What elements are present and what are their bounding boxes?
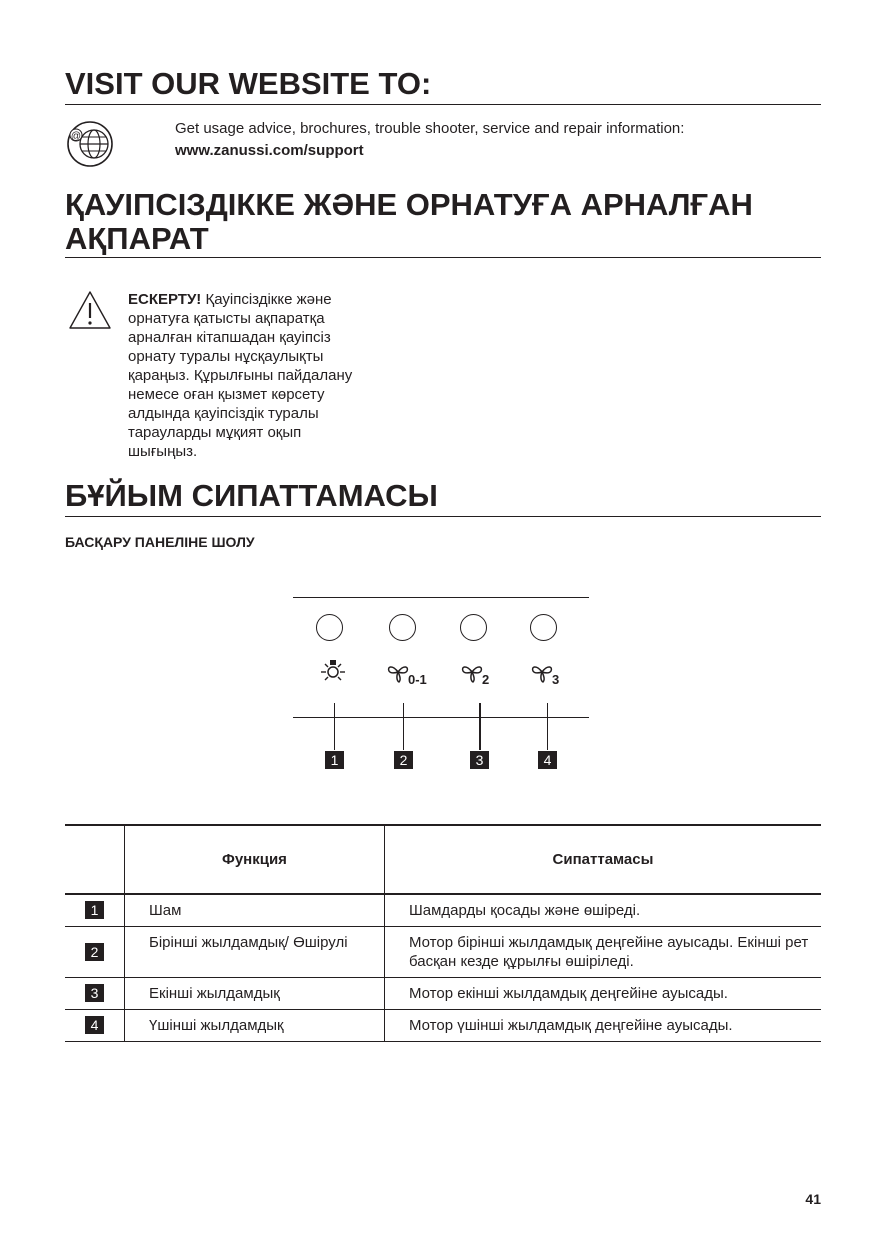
product-description-heading: БҰЙЫМ СИПАТТАМАСЫ <box>65 478 438 513</box>
table-header <box>65 825 125 894</box>
callout-number: 2 <box>394 751 413 769</box>
warning-triangle-icon <box>68 290 112 330</box>
warning-text <box>128 290 390 461</box>
heading-rule <box>65 104 821 105</box>
table-row <box>65 894 821 927</box>
fan-icon <box>530 660 554 684</box>
leader-line <box>403 703 404 750</box>
fan-speed-label: 2 <box>482 672 490 687</box>
lamp-icon <box>318 657 348 687</box>
warning-line: қараңыз. Құрылғыны пайдалану <box>128 367 353 384</box>
row-number-cell <box>65 978 125 1010</box>
row-number-cell <box>65 927 125 978</box>
safety-heading-line2: АҚПАРАТ <box>65 221 209 256</box>
function-cell: Шам <box>125 894 385 927</box>
callout-number: 1 <box>325 751 344 769</box>
web-globe-icon <box>64 120 116 168</box>
svg-text:@: @ <box>70 131 82 142</box>
row-number: 2 <box>85 943 104 961</box>
support-url-link[interactable]: www.zanussi.com/support <box>175 142 364 159</box>
warning-line: алдында қауіпсіздік туралы <box>128 405 319 422</box>
warning-line: тарауларды мұқият оқып <box>128 424 302 441</box>
leader-line <box>479 703 481 750</box>
table-header: Сипаттамасы <box>385 825 822 894</box>
row-number: 4 <box>85 1016 104 1034</box>
warning-label: ЕСКЕРТУ! <box>128 291 202 308</box>
description-cell: Мотор екінші жылдамдық деңгейіне ауысады. <box>385 978 822 1010</box>
description-cell: Шамдарды қосады және өшіреді. <box>385 894 822 927</box>
website-heading: VISIT OUR WEBSITE TO: <box>65 66 432 101</box>
row-number-cell <box>65 1010 125 1042</box>
leader-line <box>547 703 548 750</box>
panel-top-edge <box>293 597 589 598</box>
function-cell: Бірінші жылдамдық/ Өшірулі <box>125 927 385 978</box>
description-cell: Мотор үшінші жылдамдық деңгейіне ауысады. <box>385 1010 822 1042</box>
table-row <box>65 978 821 1010</box>
table-row <box>65 1010 821 1042</box>
callout-number: 4 <box>538 751 557 769</box>
fan-icon <box>460 660 484 684</box>
callout-number: 3 <box>470 751 489 769</box>
speed-1-button[interactable] <box>389 614 416 641</box>
table-header: Функция <box>125 825 385 894</box>
warning-line: немесе оған қызмет көрсету <box>128 386 325 403</box>
lamp-button[interactable] <box>316 614 343 641</box>
fan-icon <box>386 660 410 684</box>
row-number: 1 <box>85 901 104 919</box>
speed-3-button[interactable] <box>530 614 557 641</box>
page-number: 41 <box>805 1191 821 1207</box>
leader-line <box>334 703 335 750</box>
warning-line: Қауіпсіздікке және <box>201 291 332 308</box>
row-number: 3 <box>85 984 104 1002</box>
speed-2-button[interactable] <box>460 614 487 641</box>
heading-rule <box>65 257 821 258</box>
function-cell: Екінші жылдамдық <box>125 978 385 1010</box>
warning-line: шығыңыз. <box>128 443 198 460</box>
functions-table <box>65 824 821 1042</box>
table-row <box>65 927 821 978</box>
control-panel-subheading: БАСҚАРУ ПАНЕЛІНЕ ШОЛУ <box>65 534 255 550</box>
warning-line: орнату туралы нұсқаулықты <box>128 348 324 365</box>
function-cell: Үшінші жылдамдық <box>125 1010 385 1042</box>
warning-line: орнатуға қатысты ақпаратқа <box>128 310 325 327</box>
table-header-row <box>65 825 821 894</box>
description-cell: Мотор бірінші жылдамдық деңгейіне ауысады. Екінші рет басқан кезде құрылғы өшіріледі. <box>385 927 822 978</box>
support-info-text: Get usage advice, brochures, trouble shooter, service and repair information: <box>175 120 685 137</box>
row-number-cell <box>65 894 125 927</box>
warning-line: арналған кітапшадан қауіпсіз <box>128 329 331 346</box>
safety-heading: ҚАУІПСІЗДІККЕ ЖӘНЕ ОРНАТУҒА АРНАЛҒАН <box>65 187 753 222</box>
panel-bottom-edge <box>293 717 589 718</box>
fan-speed-label: 3 <box>552 672 560 687</box>
heading-rule <box>65 516 821 517</box>
fan-speed-label: 0-1 <box>408 672 427 687</box>
